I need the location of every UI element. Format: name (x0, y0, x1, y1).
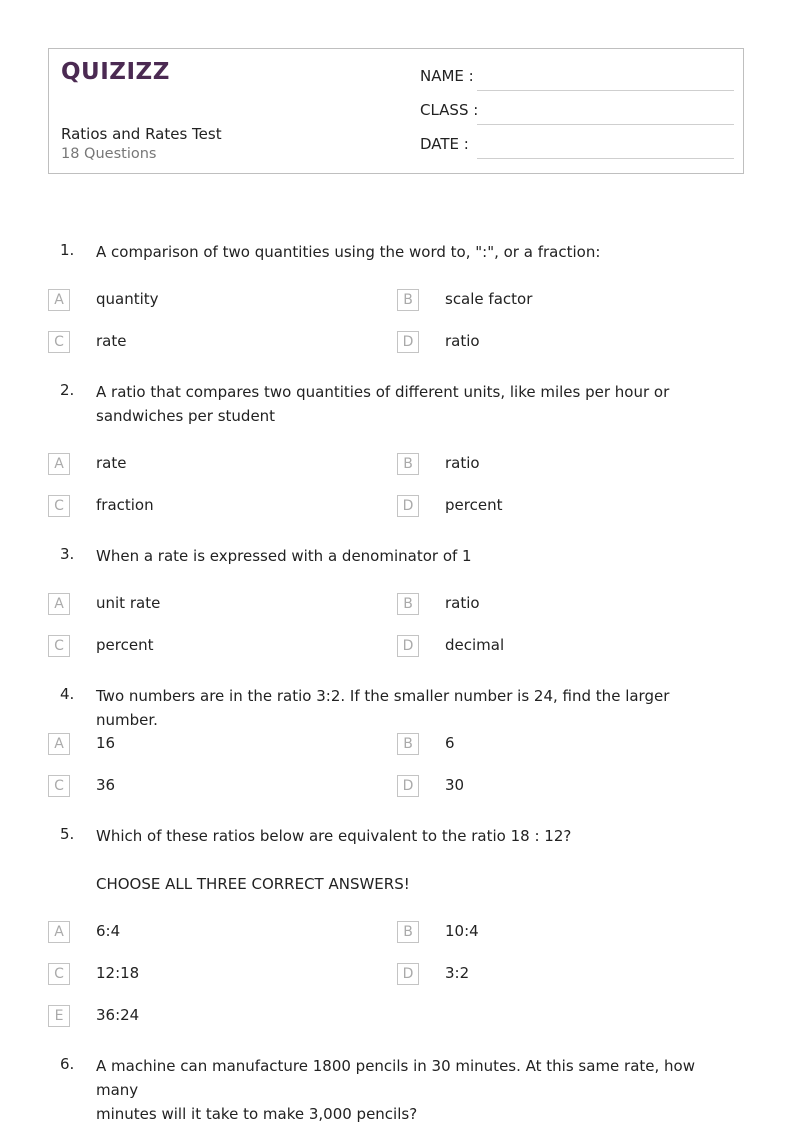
option-text: fraction (96, 496, 154, 514)
option-letter-box: B (397, 453, 419, 475)
class-line (477, 124, 734, 125)
option-letter-box: A (48, 733, 70, 755)
option-letter-box: B (397, 921, 419, 943)
question-line: sandwiches per student (96, 407, 276, 425)
date-field (420, 135, 734, 159)
option-letter-box: D (397, 775, 419, 797)
question-line: CHOOSE ALL THREE CORRECT ANSWERS! (96, 875, 410, 893)
option-letter-box: A (48, 453, 70, 475)
option-letter-box: C (48, 963, 70, 985)
date-line (477, 158, 734, 159)
option-text: 6:4 (96, 922, 121, 940)
option-letter-box: B (397, 733, 419, 755)
option-text: percent (445, 496, 503, 514)
option-letter-box: D (397, 331, 419, 353)
question-text (96, 684, 736, 732)
option-text: 6 (445, 734, 455, 752)
question-line: Which of these ratios below are equivalent to the ratio 18 : 12? (96, 827, 572, 845)
option-text: 30 (445, 776, 465, 794)
question-line: Two numbers are in the ratio 3:2. If the smaller number is 24, find the larger number. (96, 687, 670, 729)
question-line: A machine can manufacture 1800 pencils in 30 minutes. At this same rate, how many (96, 1057, 696, 1099)
class-label: CLASS : (420, 101, 479, 119)
question-text (96, 1054, 736, 1126)
class-field (420, 101, 734, 125)
question-text (96, 544, 736, 568)
option-letter-box: D (397, 635, 419, 657)
worksheet-header (48, 48, 744, 174)
question-line (96, 848, 736, 872)
option-letter-box: D (397, 495, 419, 517)
option-letter-box: C (48, 495, 70, 517)
option-text: rate (96, 454, 127, 472)
question-line: minutes will it take to make 3,000 pencils? (96, 1105, 418, 1123)
option-letter-box: A (48, 289, 70, 311)
question-text (96, 380, 736, 428)
question-line: A ratio that compares two quantities of different units, like miles per hour or (96, 383, 670, 401)
option-text: unit rate (96, 594, 161, 612)
question-number: 5. (60, 825, 75, 843)
quiz-title: Ratios and Rates Test (61, 125, 222, 143)
option-text: ratio (445, 332, 480, 350)
question-count: 18 Questions (61, 146, 157, 162)
option-text: 16 (96, 734, 116, 752)
quizizz-logo: QUIZIZZ (61, 59, 170, 85)
option-text: 10:4 (445, 922, 479, 940)
option-letter-box: E (48, 1005, 70, 1027)
question-number: 1. (60, 241, 75, 259)
option-letter-box: B (397, 593, 419, 615)
name-label: NAME : (420, 67, 474, 85)
question-number: 3. (60, 545, 75, 563)
question-text (96, 824, 736, 896)
option-letter-box: D (397, 963, 419, 985)
option-letter-box: B (397, 289, 419, 311)
question-line: When a rate is expressed with a denominator of 1 (96, 547, 472, 565)
option-text: 3:2 (445, 964, 470, 982)
option-letter-box: A (48, 593, 70, 615)
option-letter-box: C (48, 635, 70, 657)
question-text (96, 240, 736, 264)
option-text: 36:24 (96, 1006, 140, 1024)
option-text: quantity (96, 290, 159, 308)
option-text: 12:18 (96, 964, 140, 982)
option-text: decimal (445, 636, 505, 654)
option-letter-box: A (48, 921, 70, 943)
name-line (477, 90, 734, 91)
option-letter-box: C (48, 775, 70, 797)
question-number: 4. (60, 685, 75, 703)
option-text: ratio (445, 454, 480, 472)
question-line: A comparison of two quantities using the word to, ":", or a fraction: (96, 243, 601, 261)
option-text: ratio (445, 594, 480, 612)
option-text: 36 (96, 776, 116, 794)
option-text: percent (96, 636, 154, 654)
name-field (420, 67, 734, 91)
option-letter-box: C (48, 331, 70, 353)
date-label: DATE : (420, 135, 469, 153)
question-number: 6. (60, 1055, 75, 1073)
option-text: scale factor (445, 290, 533, 308)
question-number: 2. (60, 381, 75, 399)
option-text: rate (96, 332, 127, 350)
